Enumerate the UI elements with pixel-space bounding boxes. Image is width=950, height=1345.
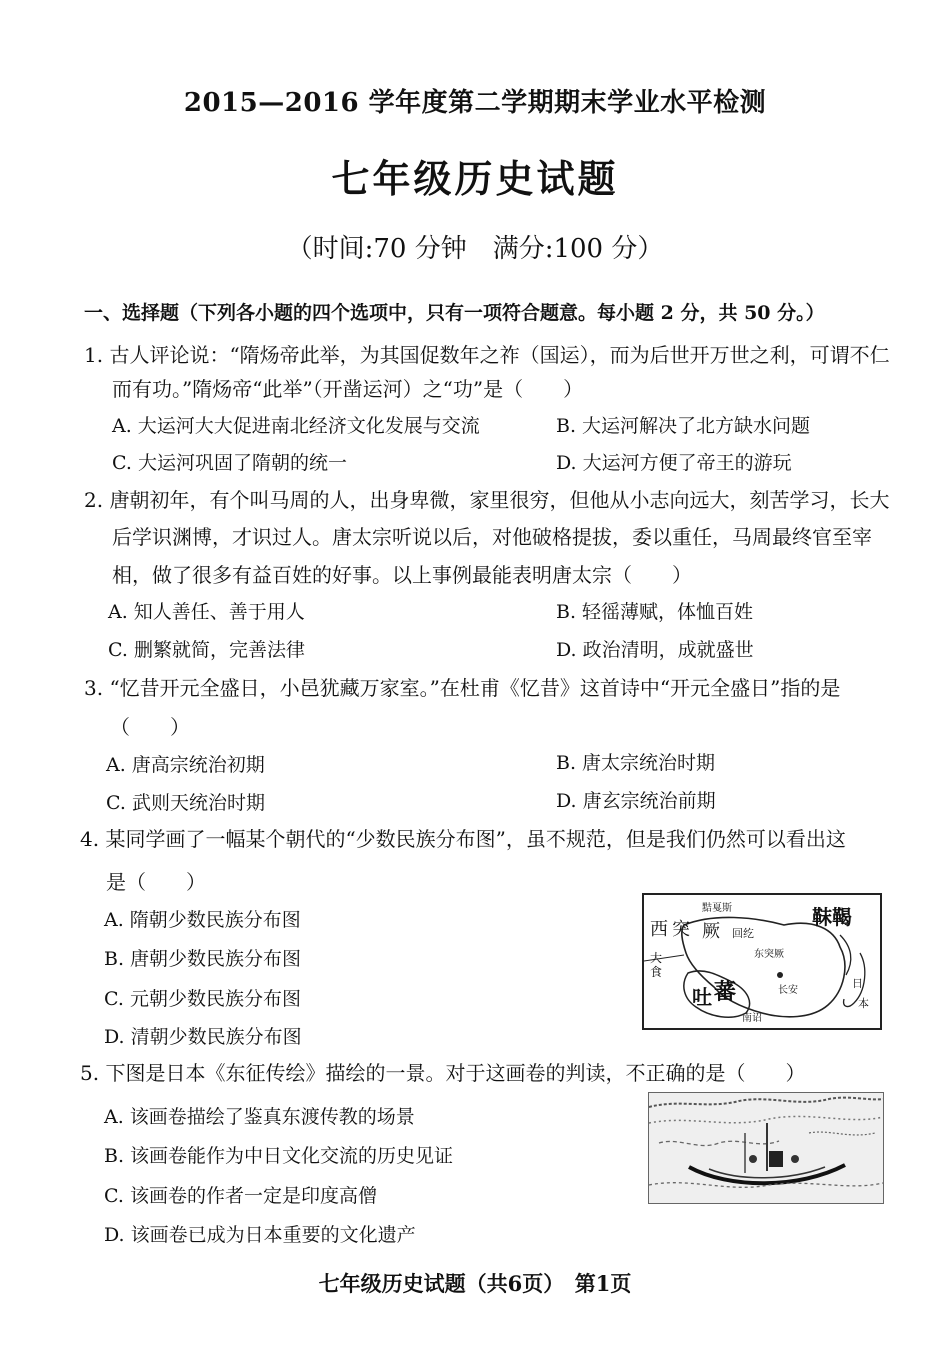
- question-3-option-c: C. 武则天统治时期: [106, 792, 265, 814]
- map-label: 西: [650, 919, 668, 940]
- question-4-option-b: B. 唐朝少数民族分布图: [104, 948, 302, 970]
- question-1-option-c: C. 大运河巩固了隋朝的统一: [112, 452, 347, 474]
- question-3-line-1: 3. “忆昔开元全盛日，小邑犹藏万家室。”在杜甫《忆昔》这首诗中“开元全盛日”指的是: [84, 676, 841, 700]
- exam-time-score: （时间:70 分钟 满分:100 分）: [286, 234, 664, 264]
- question-1-option-a: A. 大运河大大促进南北经济文化发展与交流: [112, 415, 480, 437]
- question-5-option-d: D. 该画卷已成为日本重要的文化遗产: [104, 1224, 416, 1246]
- map-label: 回纥: [732, 927, 754, 940]
- map-label: 突: [672, 919, 690, 940]
- question-2-line-1: 2. 唐朝初年，有个叫马周的人，出身卑微，家里很穷，但他从小志向远大，刻苦学习，长大: [84, 488, 890, 512]
- map-label: 日: [852, 977, 863, 990]
- map-label: 厥: [702, 921, 720, 942]
- map-label: 长安: [778, 985, 798, 996]
- question-5-option-b: B. 该画卷能作为中日文化交流的历史见证: [104, 1145, 454, 1167]
- question-4-option-a: A. 隋朝少数民族分布图: [104, 909, 301, 931]
- page-title: 七年级历史试题: [331, 156, 619, 201]
- question-2-line-3: 相，做了很多有益百姓的好事。以上事例最能表明唐太宗（ ）: [112, 563, 692, 587]
- question-3-line-2: （ ）: [110, 715, 190, 739]
- ethnic-distribution-map: [642, 893, 882, 1030]
- question-4-line-1: 4. 某同学画了一幅某个朝代的“少数民族分布图”，虽不规范，但是我们仍然可以看出这: [80, 827, 846, 851]
- question-1-option-d: D. 大运河方便了帝王的游玩: [556, 452, 792, 474]
- question-5-line-1: 5. 下图是日本《东征传绘》描绘的一景。对于这画卷的判读，不正确的是（ ）: [80, 1061, 806, 1085]
- map-label: 蕃: [714, 979, 737, 1005]
- question-4-option-c: C. 元朝少数民族分布图: [104, 988, 301, 1010]
- map-label: 吐: [692, 985, 712, 1009]
- map-label: 靺鞨: [812, 905, 852, 929]
- section-heading: 一、选择题（下列各小题的四个选项中，只有一项符合题意。每小题 2 分，共 50 分。）: [84, 302, 825, 324]
- question-2-line-2: 后学识渊博，才识过人。唐太宗听说以后，对他破格提拔，委以重任，马周最终官至宰: [112, 525, 872, 549]
- question-2-option-b: B. 轻徭薄赋，体恤百姓: [556, 601, 754, 623]
- question-3-option-d: D. 唐玄宗统治前期: [556, 790, 716, 812]
- question-2-option-a: A. 知人善任、善于用人: [108, 601, 305, 623]
- scroll-painting-image: [648, 1092, 884, 1204]
- exam-period-title: 2015—2016 学年度第二学期期末学业水平检测: [183, 88, 767, 118]
- question-2-option-d: D. 政治清明，成就盛世: [556, 639, 754, 661]
- question-2-option-c: C. 删繁就简，完善法律: [108, 639, 305, 661]
- question-4-option-d: D. 清朝少数民族分布图: [104, 1026, 302, 1048]
- question-3-option-a: A. 唐高宗统治初期: [106, 754, 265, 776]
- question-3-option-b: B. 唐太宗统治时期: [556, 752, 716, 774]
- question-5-option-c: C. 该画卷的作者一定是印度高僧: [104, 1185, 377, 1207]
- map-label: 本: [858, 997, 869, 1010]
- map-label: 黠戛斯: [702, 903, 732, 914]
- map-label: 大食: [650, 951, 663, 979]
- question-1-line-2: 而有功。”隋炀帝“此举”（开凿运河）之“功”是（ ）: [112, 377, 584, 401]
- map-label: 东突厥: [754, 949, 784, 960]
- map-label: 南诏: [742, 1013, 762, 1024]
- question-1-option-b: B. 大运河解决了北方缺水问题: [556, 415, 811, 437]
- question-5-option-a: A. 该画卷描绘了鉴真东渡传教的场景: [104, 1106, 415, 1128]
- question-4-line-2: 是（ ）: [106, 870, 206, 894]
- question-1-line-1: 1. 古人评论说：“隋炀帝此举，为其国促数年之祚（国运），而为后世开万世之利，可谓不仁: [84, 343, 890, 367]
- page-footer: 七年级历史试题（共6页） 第1页: [318, 1271, 632, 1296]
